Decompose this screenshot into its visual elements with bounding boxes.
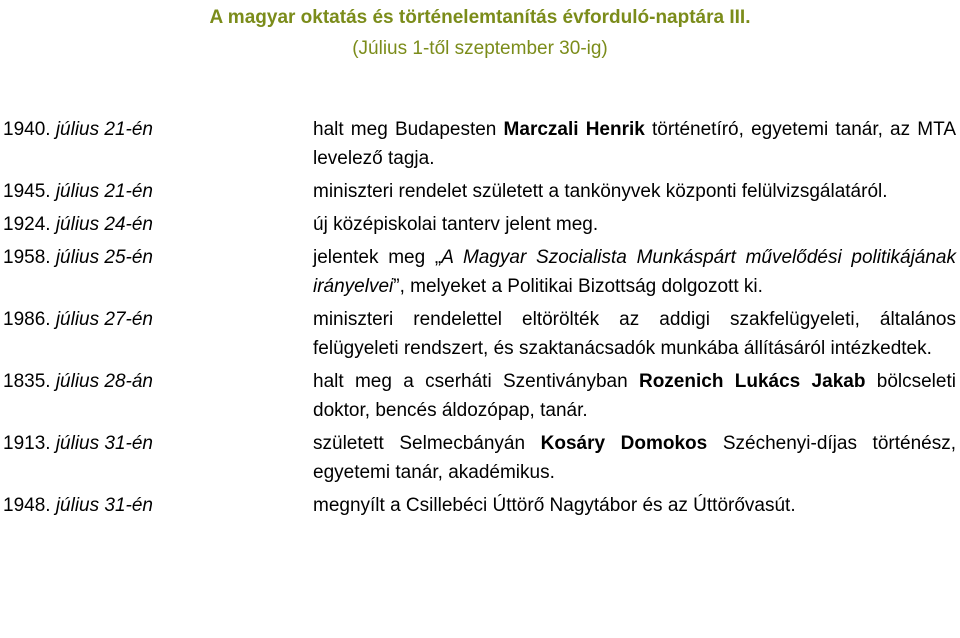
entry-text: született Selmecbányán Kosáry Domokos Széchenyi-díjas történész, egyetemi tanár, akadémikus. <box>313 433 956 483</box>
list-item <box>3 491 956 520</box>
entry-date: 1945. július 21-én <box>3 181 153 202</box>
document-header <box>0 4 960 63</box>
list-item <box>3 305 956 363</box>
entry-text: halt meg Budapesten Marczali Henrik történetíró, egyetemi tanár, az MTA levelező tagja. <box>313 119 956 169</box>
entry-text: megnyílt a Csillebéci Úttörő Nagytábor és az Úttörővasút. <box>313 495 796 516</box>
document-subtitle: (Július 1-től szeptember 30-ig) <box>352 38 608 59</box>
document-title: A magyar oktatás és történelemtanítás évforduló-naptára III. <box>209 7 751 28</box>
entry-date: 1940. július 21-én <box>3 119 153 140</box>
person-name: Kosáry Domokos <box>540 433 708 454</box>
anniversary-list <box>3 115 956 520</box>
list-item <box>3 210 956 239</box>
list-item <box>3 243 956 301</box>
entry-date: 1835. július 28-án <box>3 371 153 392</box>
entry-text: miniszteri rendelettel eltörölték az addigi szakfelügyeleti, általános felügyeleti rendszert, és szaktanácsadók munkába állításáról intézkedtek. <box>313 309 956 359</box>
entry-text: miniszteri rendelet született a tankönyvek központi felülvizsgálatáról. <box>313 181 888 202</box>
entry-date: 1948. július 31-én <box>3 495 153 516</box>
entry-date: 1986. július 27-én <box>3 309 153 330</box>
person-name: Marczali Henrik <box>503 119 645 140</box>
entry-text: jelentek meg „A Magyar Szocialista Munkáspárt művelődési politikájának irányelvei”, melyeket a Politikai Bizottság dolgozott ki. <box>313 247 956 297</box>
list-item <box>3 429 956 487</box>
entry-date: 1958. július 25-én <box>3 247 153 268</box>
list-item <box>3 115 956 173</box>
document-title-italic: A Magyar Szocialista Munkáspárt művelődési politikájának irányelvei <box>313 247 956 297</box>
list-item <box>3 367 956 425</box>
entry-text: új középiskolai tanterv jelent meg. <box>313 214 599 235</box>
entry-date: 1913. július 31-én <box>3 433 153 454</box>
entry-date: 1924. július 24-én <box>3 214 153 235</box>
person-name: Rozenich Lukács Jakab <box>638 371 866 392</box>
entry-text: halt meg a cserháti Szentiványban Rozenich Lukács Jakab bölcseleti doktor, bencés áldozópap, tanár. <box>313 371 956 421</box>
list-item <box>3 177 956 206</box>
